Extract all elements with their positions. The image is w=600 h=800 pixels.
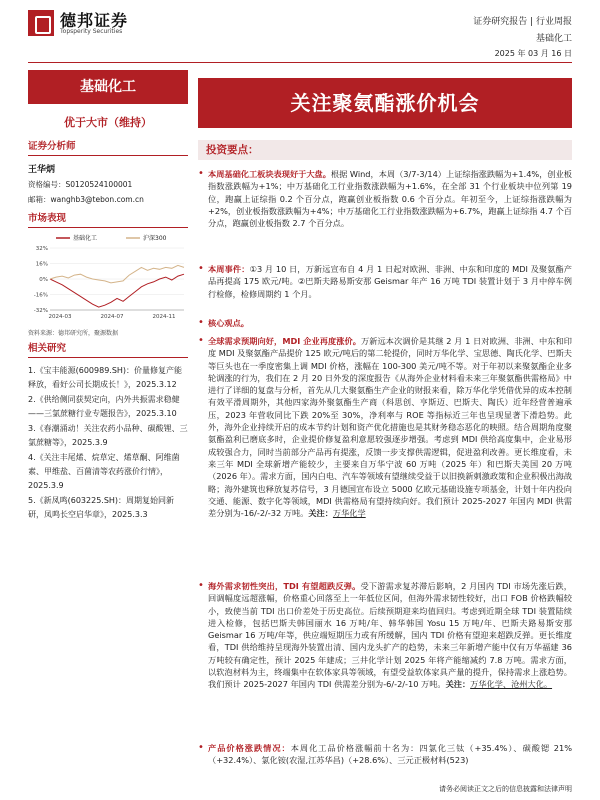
sector-box: 基础化工 — [28, 70, 188, 104]
paragraph-lead: 海外需求韧性突出，TDI 有望超跌反弹。 — [208, 581, 361, 591]
paragraph-lead: 全球需求预期向好，MDI 企业再度涨价。 — [208, 336, 362, 346]
related-item[interactable]: 5.《新凤鸣(603225.SH)：周期复始同新研，凤鸣长空启华章》，2025.3.3 — [28, 496, 175, 519]
report-type: 证券研究报告 | 行业周报 — [473, 17, 572, 27]
focus-company-link[interactable]: 万华化学 — [332, 508, 366, 519]
paragraph-text: 本周化工品价格涨幅前十名为：四氯化三钛（+35.4%）、碳酸锶 21%（+32.4%）、氯化铵(农湿,江苏华昌)（+28.6%）、三元正极材料(523) — [208, 743, 572, 766]
market-chart-svg — [28, 232, 188, 326]
related-section — [28, 340, 188, 523]
report-header — [473, 14, 572, 44]
footer-disclaimer: 请务必阅读正文之后的信息披露和法律声明 — [439, 785, 572, 793]
chart-xtick-label: 2024-03 — [48, 314, 72, 320]
invest-heading: 投资要点： — [198, 140, 572, 160]
chart-ytick-label: -16% — [33, 292, 48, 299]
chart-series-line — [50, 265, 184, 283]
paragraph-tdi — [198, 580, 572, 691]
paragraph-text: 根据 Wind，本周（3/7-3/14）上证综指涨跌幅为+1.4%，创业板指数涨跌幅为+1%；中万基础化工行业指数涨跌幅为+1.6%，在全部 31 个行业板块中位列第 19 位，跑赢上证综指 0.2 个百分点，跑赢创业板指数 0.6 个百分点。年初至今，上证综指涨跌幅为+2%，创业板指数涨跌幅为+4%；中万基础化工行业指数涨跌幅为+6.7%，跑赢上证综指 4.7 个百分点，跑赢创业板指数 2.7 个百分点。 — [208, 169, 572, 229]
company-name: 德邦证券 — [60, 11, 129, 30]
analyst-email[interactable]: 邮箱：wanghb3@tebon.com.cn — [28, 195, 144, 204]
paragraph-mdi — [198, 335, 572, 519]
focus-company-link[interactable]: 万华化学、沧州大化。 — [470, 679, 553, 690]
chart-ytick-label: -32% — [33, 308, 48, 314]
paragraph-lead: 本周基础化工板块表现好于大盘。 — [208, 169, 331, 179]
market-heading: 市场表现 — [28, 210, 188, 228]
chart-xtick-label: 2024-07 — [100, 314, 124, 320]
related-heading: 相关研究 — [28, 340, 188, 358]
report-date: 2025 年 03 月 16 日 — [494, 49, 572, 58]
paragraph-core-view — [198, 317, 572, 329]
paragraph-text: 受下游需求复苏滞后影响，2 月国内 TDI 市场先涨后跌，回调幅度远超涨幅，价格重心回落至上一年低位区间，但海外需求韧性较好，出口 FOB 价格跌幅较小，致使当前 TDI 出口价差处于历史高位。后续预期迎来均值回归。考虑到近期全球 TDI 装置陆续进入检修，包括巴斯夫韩国丽水 16 万吨/年、韩华韩国 Yosu 15 万吨/年、巴斯夫路易斯安那 Geismar 16 万吨/年等，供应端短期压力或有所缓解，国内 TDI 价格有望迎来超跌反弹。更长维度看，TDI 供给维持呈现海外装置出清、国内龙头扩产的趋势，未来三年新增产能中仅有万华福建 36 万吨较有确定性，预计 2025 年建成；三井化学计划 2025 年将产能缩减约 7.8 万吨。需求方面，以软泡材料为主，终端集中在软体家具等领域，有望受益软体家具产量的提升，保持需求上涨趋势。我们预计 2025-2027 年国内 TDI 供需差分别为-6/-2/-10 万吨。 — [208, 581, 572, 690]
related-item[interactable]: 4.《关注丰尾烯、烷草定、烯草酮、阿维菌素、甲维盐、百菌清等农药涨价行情》，2025.3.9 — [28, 453, 180, 490]
related-item[interactable]: 2.《供给侧同获契定向，内外共振需求稳健——三氯蔗糖行业专题报告》，2025.3.10 — [28, 395, 180, 418]
paragraph-lead: 本周事件： — [208, 264, 250, 274]
related-item[interactable]: 3.《春潮涌动！关注农药小品种、碳酸锂、三氯蔗糖等》，2025.3.9 — [28, 424, 188, 447]
focus-label: 关注： — [308, 508, 333, 519]
analyst-heading: 证券分析师 — [28, 138, 188, 156]
sidebar — [28, 70, 188, 519]
company-logo-icon — [28, 10, 54, 36]
chart-ytick-label: 0% — [39, 277, 48, 283]
analyst-name: 王华炳 — [28, 165, 56, 175]
analyst-section — [28, 138, 188, 205]
chart-ytick-label: 32% — [35, 246, 48, 252]
header-divider — [28, 62, 572, 63]
paragraph-lead: 核心观点。 — [208, 318, 249, 328]
focus-label: 关注： — [445, 679, 471, 690]
paragraph-text: ①3 月 10 日，万新远宣布自 4 月 1 日起对欧洲、非洲、中东和印度的 MDI 及聚氨酯产品再提高 175 欧元/吨。②巴斯夫路易斯安那 Geismar 年产 16 万吨 TDI 装置计划于 3 月中停车例行检修，检修周期约 1 个月。 — [208, 264, 572, 299]
related-list — [28, 364, 188, 522]
company-name-en: Topsperity Securities — [60, 28, 123, 35]
analyst-cert: 资格编号：S0120524100001 — [28, 180, 133, 189]
paragraph-market — [198, 168, 572, 229]
paragraph-text: 万新远本次调价是其继 2 月 1 日对欧洲、非洲、中东和印度 MDI 及聚氨酯产品提价 125 欧元/吨后的第二轮提价，同时万华化学、宝思德、陶氏化学、巴斯夫等巨头也在一季度密集上调 MDI 价格，涨幅在 100-300 美元/吨不等。对于年初以来聚氨酯企业多轮调涨的行为，我们在 2 月 20 日外发的深度报告《从海外企业材料看未来三年聚氨酯供需格局》中进行了详细的复盘与分析，首先从几大聚氨酯生产企业的财报来看，除万华化学凭借优异的成本控制有效平滑周期外，其他四家海外聚氨酯生产商（科思创、亨斯迈、巴斯夫、陶氏）近年经营普遍承压，2023 年营收同比下跌 20%至 30%，净利率与 ROE 等指标近三年也呈现显著下滑趋势。此外，海外企业持续开启的成本节约计划和资产优化措施也是其财务稳态恶化的映照。结合周期角度聚氨酯盈利已磨底多时，企业提价修复盈利意愿较强逐步增强。考虑到 MDI 供给高度集中，企业易形成较强合力，同时当前部分产品再有提涨，反馈一步支撑供需逻辑，促进盈利改善。更长维度看，未来三年 MDI 全球新增产能较少，主要来自万华宁波 60 万吨（2025 年）和巴斯夫美国 20 万吨（2026 年）。需求方面，国内白电、汽车等领域有望继续受益于以旧换新刺激政策和企业积极出海战略；海外建筑也释放复苏信号，3 月德国宣布设立 5000 亿欧元基础设施专项基金，计划十年内投向交通、能源、数字化等领域，MDI 供需格局有望持续向好。我们预计 2025-2027 年国内 MDI 供需差分别为-16/-2/-32 万吨。 — [208, 336, 572, 519]
report-title: 关注聚氨酯涨价机会 — [198, 78, 572, 128]
market-section — [28, 210, 188, 337]
market-chart — [28, 232, 188, 326]
chart-xtick-label: 2024-11 — [152, 314, 176, 320]
chart-ytick-label: 16% — [35, 261, 48, 268]
paragraph-prices — [198, 742, 572, 767]
rating: 优于大市（维持） — [64, 116, 152, 129]
chart-legend-label: 基础化工 — [73, 235, 98, 242]
chart-source: 资料来源：德邦研究所，聚源数据 — [28, 330, 119, 337]
paragraph-lead: 产品价格涨跌情况： — [208, 743, 291, 753]
chart-legend-label: 沪深300 — [143, 235, 167, 242]
related-item[interactable]: 1.《宝丰能源(600989.SH)：价量修复产能释放，看好公司长期成长！》，2025.3.12 — [28, 366, 183, 389]
paragraph-events — [198, 263, 572, 300]
report-sector-small: 基础化工 — [535, 34, 572, 44]
